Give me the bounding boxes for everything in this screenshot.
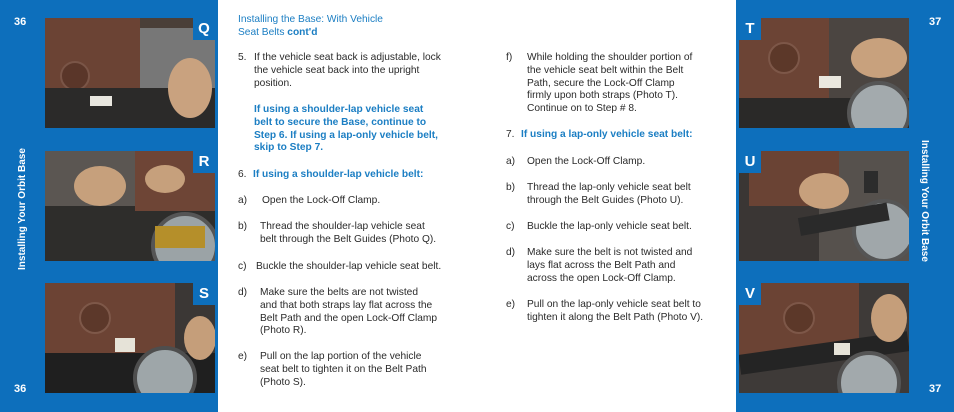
step-6f-line: Continue on to Step # 8. xyxy=(527,103,637,115)
photo-u-label: U xyxy=(739,151,761,173)
photo-q-label: Q xyxy=(193,18,215,40)
step-5-number: 5. xyxy=(238,52,247,63)
step-6e-label: e) xyxy=(238,351,248,362)
photo-u-image xyxy=(739,151,909,261)
photo-s xyxy=(45,283,215,393)
photo-s-image xyxy=(45,283,215,393)
step-7e-line: Pull on the lap-only vehicle seat belt to xyxy=(527,299,701,310)
photo-v-image xyxy=(739,283,909,393)
page-number-bottom-right: 37 xyxy=(929,383,942,395)
step-7d-line: lays flat across the Belt Path and xyxy=(527,259,676,271)
sidebar-title-right: Installing Your Orbit Base xyxy=(919,140,930,262)
step-7b-line: Thread the lap-only vehicle seat belt xyxy=(527,182,691,193)
page-number-top-right: 37 xyxy=(929,16,942,28)
step-7b-label: b) xyxy=(506,182,516,193)
photo-r xyxy=(45,151,215,261)
step-5-line: the vehicle seat back into the upright xyxy=(254,64,420,76)
step-6f-line: the vehicle seat belt within the Belt xyxy=(527,64,684,76)
step-6-number: 6. xyxy=(238,169,247,180)
step-7a-line: Open the Lock-Off Clamp. xyxy=(527,156,646,167)
step-5-note xyxy=(254,104,484,155)
photo-r-image xyxy=(45,151,215,261)
step-6e-line: (Photo S). xyxy=(260,376,306,388)
step-6e-line: Pull on the lap portion of the vehicle xyxy=(260,351,422,362)
section-header xyxy=(238,14,468,40)
photo-q xyxy=(45,18,215,128)
step-7c-label: c) xyxy=(506,221,515,232)
step-6f-line: While holding the shoulder portion of xyxy=(527,52,693,63)
step-5-line: position. xyxy=(254,77,292,89)
step-6d-label: d) xyxy=(238,287,248,298)
step-6c-line: Buckle the shoulder-lap vehicle seat belt. xyxy=(256,261,442,272)
step-7e-label: e) xyxy=(506,299,516,310)
step-6c-label: c) xyxy=(238,261,247,272)
photo-u xyxy=(739,151,909,261)
step-6d-line: Make sure the belts are not twisted xyxy=(260,287,418,298)
sidebar-title-left: Installing Your Orbit Base xyxy=(17,148,28,270)
note-line: belt to secure the Base, continue to xyxy=(254,116,427,128)
step-6-title: If using a shoulder-lap vehicle belt: xyxy=(253,169,424,180)
step-7d-line: across the open Lock-Off Clamp. xyxy=(527,272,676,284)
photo-s-label: S xyxy=(193,283,215,305)
step-7c-line: Buckle the lap-only vehicle seat belt. xyxy=(527,221,692,232)
step-6a-label: a) xyxy=(238,195,248,206)
page-number-top-left: 36 xyxy=(14,16,27,28)
step-6b-label: b) xyxy=(238,221,248,232)
step-6b-line: belt through the Belt Guides (Photo Q). xyxy=(260,233,437,245)
step-6b-line: Thread the shoulder-lap vehicle seat xyxy=(260,221,425,232)
photo-v xyxy=(739,283,909,393)
step-6a-line: Open the Lock-Off Clamp. xyxy=(262,195,381,206)
page-number-bottom-left: 36 xyxy=(14,383,27,395)
note-line: If using a shoulder-lap vehicle seat xyxy=(254,104,424,115)
photo-t xyxy=(739,18,909,128)
photo-v-label: V xyxy=(739,283,761,305)
step-6f-line: Path, secure the Lock-Off Clamp xyxy=(527,77,675,89)
instructions-column-2 xyxy=(506,52,731,352)
photo-r-label: R xyxy=(193,151,215,173)
step-6d-line: Belt Path and the open Lock-Off Clamp xyxy=(260,312,438,324)
step-7e-line: tighten it along the Belt Path (Photo V). xyxy=(527,311,704,323)
step-7d-line: Make sure the belt is not twisted and xyxy=(527,247,693,258)
step-7b-line: through the Belt Guides (Photo U). xyxy=(527,194,684,206)
step-6d-line: and that both straps lay flat across the xyxy=(260,299,433,311)
instructions-column-1 xyxy=(238,52,483,397)
header-line1: Installing the Base: With Vehicle xyxy=(238,14,383,25)
header-contd: cont'd xyxy=(287,26,318,38)
step-5-line: If the vehicle seat back is adjustable, lock xyxy=(254,52,441,63)
photo-t-image xyxy=(739,18,909,128)
header-line2: Seat Belts xyxy=(238,26,288,38)
step-7-title: If using a lap-only vehicle seat belt: xyxy=(521,129,693,140)
photo-q-image xyxy=(45,18,215,128)
step-6f-line: firmly upon both straps (Photo T). xyxy=(527,90,678,102)
step-6d-line: (Photo R). xyxy=(260,325,307,337)
step-7a-label: a) xyxy=(506,156,516,167)
note-line: Step 6. If using a lap-only vehicle belt, xyxy=(254,129,438,141)
step-7-number: 7. xyxy=(506,129,515,140)
photo-t-label: T xyxy=(739,18,761,40)
step-6e-line: seat belt to tighten it on the Belt Path xyxy=(260,363,427,375)
note-line: skip to Step 7. xyxy=(254,142,324,154)
step-7d-label: d) xyxy=(506,247,516,258)
step-6f-label: f) xyxy=(506,52,513,63)
